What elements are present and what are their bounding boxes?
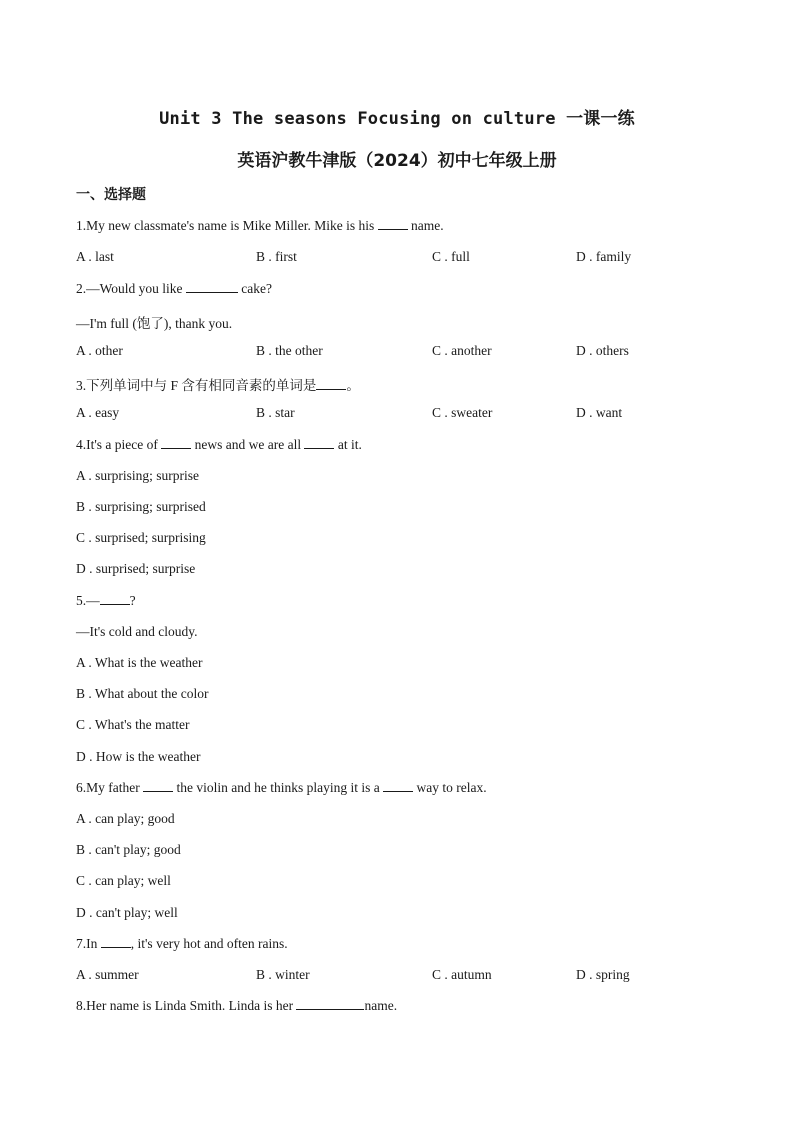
- q1-option-b: B . first: [256, 249, 297, 264]
- question-4-stem: [76, 437, 362, 453]
- question-2-stem: [76, 281, 272, 297]
- section-heading: 一、选择题: [76, 187, 146, 203]
- q6-option-b: B . can't play; good: [76, 842, 181, 857]
- q3-option-d: D . want: [576, 405, 623, 420]
- q5-option-b: B . What about the color: [76, 686, 209, 701]
- q3-option-c: C . sweater: [432, 405, 493, 420]
- q1-option-d: D . family: [576, 249, 632, 264]
- q1-option-c: C . full: [432, 249, 470, 264]
- answer-blank: [143, 780, 173, 792]
- document-title: Unit 3 The seasons Focusing on culture 一课一练: [159, 109, 635, 129]
- question-3-stem: [76, 374, 360, 394]
- answer-blank: [101, 936, 131, 948]
- q6-option-d: D . can't play; well: [76, 905, 178, 920]
- question-7-text: 7.In: [76, 936, 101, 951]
- question-4-text-end: at it.: [334, 437, 362, 452]
- q2-option-d: D . others: [576, 343, 629, 358]
- question-6-text-end: way to relax.: [413, 780, 487, 795]
- answer-blank: [100, 593, 130, 605]
- answer-blank: [296, 998, 364, 1010]
- question-5-text-end: ?: [129, 593, 136, 608]
- question-2-dialogue: —I'm full (饱了), thank you.: [76, 316, 233, 331]
- question-8-stem: [76, 998, 397, 1014]
- question-3-text: 3.下列单词中与 F 含有相同音素的单词是: [76, 378, 317, 393]
- q2-option-a: A . other: [76, 343, 123, 358]
- answer-blank: [161, 437, 191, 449]
- question-5-stem: [76, 593, 136, 609]
- q5-option-a: A . What is the weather: [76, 655, 203, 670]
- document-subtitle: 英语沪教牛津版（2024）初中七年级上册: [237, 151, 557, 171]
- question-2-text-end: cake?: [237, 281, 272, 296]
- q1-option-a: A . last: [76, 249, 114, 264]
- question-6-text-mid: the violin and he thinks playing it is a: [173, 780, 384, 795]
- question-6-text: 6.My father: [76, 780, 144, 795]
- q6-option-c: C . can play; well: [76, 873, 171, 888]
- question-5-text: 5.—: [76, 593, 100, 608]
- q7-option-b: B . winter: [256, 967, 310, 982]
- q5-option-d: D . How is the weather: [76, 749, 201, 764]
- q7-option-a: A . summer: [76, 967, 139, 982]
- q2-option-c: C . another: [432, 343, 492, 358]
- answer-blank: [316, 378, 346, 390]
- question-1-stem: [76, 218, 444, 234]
- q7-option-c: C . autumn: [432, 967, 492, 982]
- q6-option-a: A . can play; good: [76, 811, 175, 826]
- q4-option-c: C . surprised; surprising: [76, 530, 206, 545]
- question-3-text-end: 。: [346, 378, 360, 393]
- q7-option-d: D . spring: [576, 967, 630, 982]
- question-4-text-mid: news and we are all: [191, 437, 305, 452]
- question-1-text: 1.My new classmate's name is Mike Miller. Mike is his: [76, 218, 378, 233]
- answer-blank: [383, 780, 413, 792]
- question-5-dialogue: —It's cold and cloudy.: [76, 624, 198, 639]
- question-6-stem: [76, 780, 487, 796]
- q3-option-b: B . star: [256, 405, 295, 420]
- answer-blank: [186, 281, 238, 293]
- question-8-text: 8.Her name is Linda Smith. Linda is her: [76, 998, 297, 1013]
- question-7-stem: [76, 936, 288, 952]
- q3-option-a: A . easy: [76, 405, 120, 420]
- question-7-text-end: , it's very hot and often rains.: [130, 936, 288, 951]
- question-4-text: 4.It's a piece of: [76, 437, 162, 452]
- q5-option-c: C . What's the matter: [76, 717, 190, 732]
- answer-blank: [304, 437, 334, 449]
- question-8-text-end: name.: [364, 998, 398, 1013]
- q4-option-b: B . surprising; surprised: [76, 499, 206, 514]
- question-2-text: 2.—Would you like: [76, 281, 186, 296]
- question-1-text-end: name.: [407, 218, 444, 233]
- q4-option-a: A . surprising; surprise: [76, 468, 199, 483]
- answer-blank: [378, 218, 408, 230]
- q2-option-b: B . the other: [256, 343, 323, 358]
- q4-option-d: D . surprised; surprise: [76, 561, 196, 576]
